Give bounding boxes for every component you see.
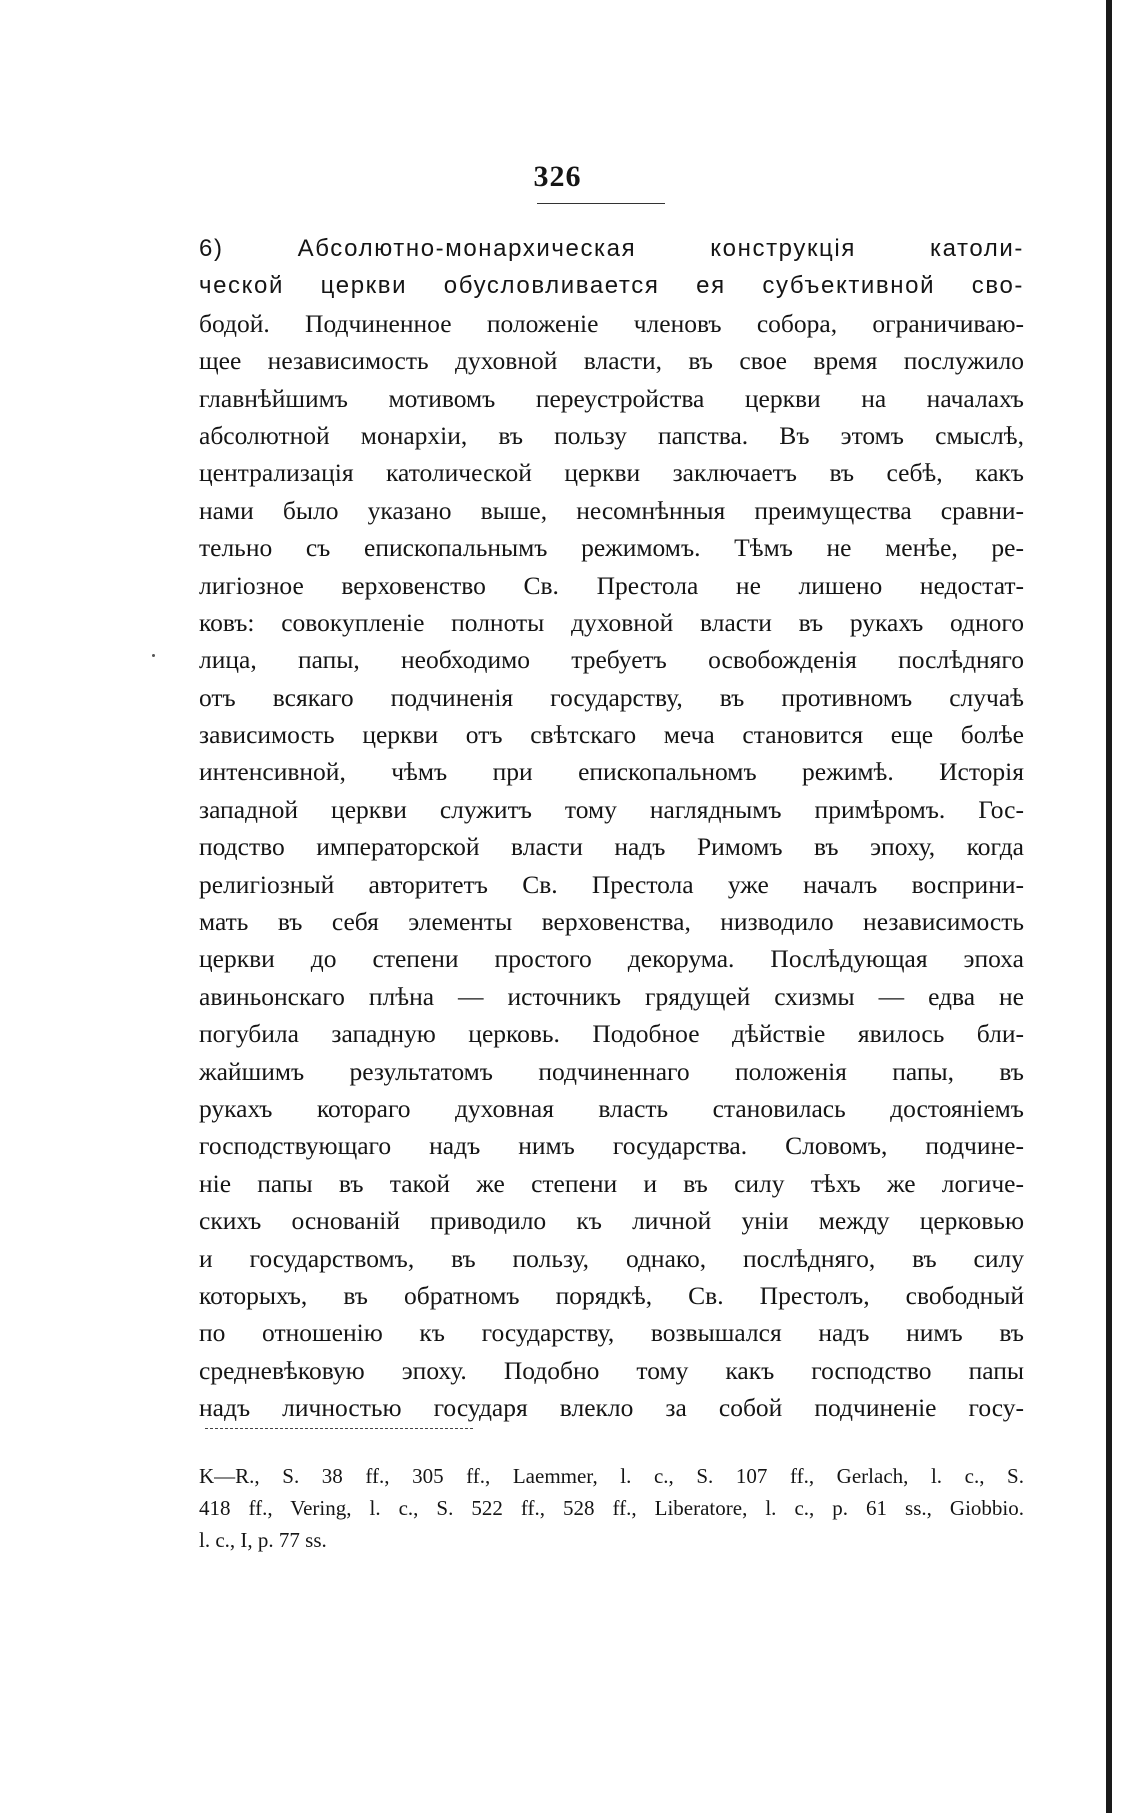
text-line: 6) Абсолютно-монархическая конструкція католи- (199, 235, 1024, 262)
text-line: господствующаго надъ нимъ государства. Словомъ, подчине- (199, 1131, 1024, 1161)
text-line: рукахъ котораго духовная власть становилась достояніемъ (199, 1093, 1024, 1123)
footnote-separator (205, 1428, 473, 1429)
text-line: тельно съ епископальнымъ режимомъ. Тѣмъ не менѣе, ре- (199, 533, 1024, 563)
text-line: ковъ: совокупленіе полноты духовной власти въ рукахъ одного (199, 607, 1024, 637)
text-line: средневѣковую эпоху. Подобно тому какъ господство папы (199, 1355, 1024, 1385)
text-line: надъ личностью государя влекло за собой подчиненіе госу- (199, 1393, 1024, 1423)
text-line: по отношенію къ государству, возвышался надъ нимъ въ (199, 1318, 1024, 1348)
text-line: главнѣйшимъ мотивомъ переустройства церкви на началахъ (199, 383, 1024, 413)
text-line: скихъ основаній приводило къ личной уніи между церковью (199, 1206, 1024, 1236)
text-line: погубила западную церковь. Подобное дѣйствіе явилось бли- (199, 1019, 1024, 1049)
text-line: отъ всякаго подчиненія государству, въ противномъ случаѣ (199, 682, 1024, 712)
text-line: церкви до степени простого декорума. Послѣдующая эпоха (199, 944, 1024, 974)
text-line: лица, папы, необходимо требуетъ освобожденія послѣдняго (199, 645, 1024, 675)
scan-speck (152, 654, 155, 657)
text-line: которыхъ, въ обратномъ порядкѣ, Св. Престолъ, свободный (199, 1280, 1024, 1310)
text-line: религіозный авторитетъ Св. Престола уже началъ восприни- (199, 869, 1024, 899)
text-line: подство императорской власти надъ Римомъ въ эпоху, когда (199, 832, 1024, 862)
text-line: ческой церкви обусловливается ея субъективной сво- (199, 272, 1024, 300)
text-line: абсолютной монархіи, въ пользу папства. Въ этомъ смыслѣ, (199, 420, 1024, 450)
footnotes (199, 1460, 1024, 1556)
text-line: ніе папы въ такой же степени и въ силу тѣхъ же логиче- (199, 1168, 1024, 1198)
footnote-line: K—R., S. 38 ff., 305 ff., Laemmer, l. c., S. 107 ff., Gerlach, l. c., S. (199, 1464, 1024, 1488)
text-line: жайшимъ результатомъ подчиненнаго положенія папы, въ (199, 1056, 1024, 1086)
text-line: лигіозное верховенство Св. Престола не лишено недостат- (199, 570, 1024, 600)
page-number-rule (537, 203, 665, 204)
footnote-line: l. c., I, p. 77 ss. (199, 1528, 327, 1552)
text-line: бодой. Подчиненное положеніе членовъ собора, ограничиваю- (199, 308, 1024, 338)
text-line: и государствомъ, въ пользу, однако, послѣдняго, въ силу (199, 1243, 1024, 1273)
text-line: западной церкви служитъ тому нагляднымъ примѣромъ. Гос- (199, 794, 1024, 824)
footnote-line: 418 ff., Vering, l. c., S. 522 ff., 528 ff., Liberatore, l. c., p. 61 ss., Giobbio. (199, 1496, 1024, 1520)
page-number: 326 (533, 160, 582, 193)
text-line: щее независимость духовной власти, въ свое время послужило (199, 346, 1024, 376)
main-paragraph (199, 230, 1024, 1427)
page-edge-shadow (1106, 0, 1112, 1813)
text-line: интенсивной, чѣмъ при епископальномъ режимѣ. Исторія (199, 757, 1024, 787)
text-line: зависимость церкви отъ свѣтскаго меча становится еще болѣе (199, 720, 1024, 750)
text-line: авиньонскаго плѣна — источникъ грядущей схизмы — едва не (199, 981, 1024, 1011)
text-line: мать въ себя элементы верховенства, низводило независимость (199, 907, 1024, 937)
text-line: централизація католической церкви заключаетъ въ себѣ, какъ (199, 458, 1024, 488)
text-line: нами было указано выше, несомнѣнныя преимущества сравни- (199, 495, 1024, 525)
